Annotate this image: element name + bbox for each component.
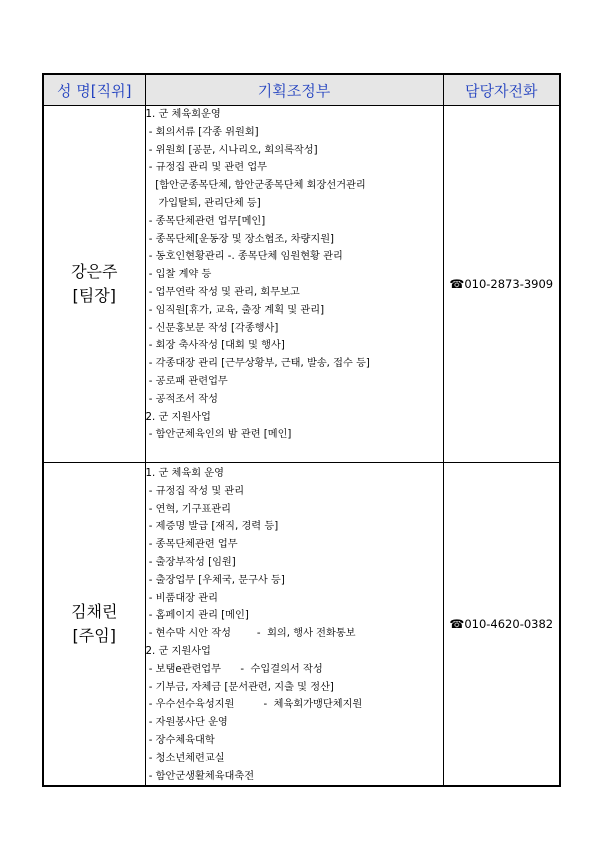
duties-cell [145, 463, 443, 787]
table-header [43, 74, 560, 106]
person-name: 강은주 [71, 262, 118, 281]
duty-line: - 종목단체관련 업무[메인] [145, 215, 266, 227]
duty-line: - 신문홍보문 작성 [각종행사] [145, 322, 279, 334]
duty-line: 1. 군 체육회 운영 [145, 468, 224, 479]
header-name-position: 성 명[직위] [43, 74, 145, 106]
phone-number: 010-4620-0382 [464, 617, 554, 632]
duty-line: - 장수체육대학 [145, 734, 215, 746]
telephone-icon: ☎ [449, 617, 465, 632]
duty-line: - 함안군생활체육대축전 [145, 770, 255, 782]
duty-line: - 각종대장 관리 [근무상황부, 근태, 발송, 접수 등] [145, 358, 370, 370]
duty-line: - 청소년체련교실 [145, 752, 225, 764]
duty-line: - 회의서류 [각종 위원회] [145, 126, 259, 138]
person-position: [팀장] [72, 286, 116, 305]
duty-line: - 출장업무 [우체국, 문구사 등] [145, 574, 285, 586]
duty-line: - 규정집 관리 및 관련 업무 [145, 162, 268, 174]
header-department: 기획조정부 [145, 74, 443, 106]
duty-line: - 공로패 관련업무 [145, 375, 228, 387]
duty-line: - 우수선수육성지원 - 체육회가맹단체지원 [145, 699, 363, 711]
header-phone: 담당자전화 [443, 74, 560, 106]
person-name: 김채린 [71, 602, 118, 622]
duty-line: - 동호인현황관리 -. 종목단체 임원현황 관리 [145, 251, 343, 263]
duty-line: - 현수막 시안 작성 - 회의, 행사 전화통보 [145, 628, 356, 640]
duty-line: - 홈페이지 관리 [메인] [145, 610, 249, 622]
duty-line: - 공적조서 작성 [145, 393, 218, 405]
person-cell [43, 463, 145, 787]
duty-table [42, 73, 561, 787]
duty-line: - 연혁, 기구표관리 [145, 503, 232, 515]
phone-cell [443, 106, 560, 463]
duty-line: - 보탬e관련업무 - 수입결의서 작성 [145, 663, 323, 675]
duty-line: 2. 군 지원사업 [145, 645, 211, 657]
duty-line: - 위원회 [공문, 시나리오, 회의록작성] [145, 144, 318, 156]
table-row [43, 463, 560, 787]
duty-line: - 종목단체[운동장 및 장소협조, 차량지원] [145, 233, 335, 245]
duty-line: - 기부금, 자체금 [문서관련, 지출 및 정산] [145, 681, 334, 693]
phone-number: 010-2873-3909 [464, 277, 554, 291]
telephone-icon: ☎ [449, 277, 465, 291]
duty-line: 2. 군 지원사업 [145, 411, 211, 423]
table-row [43, 106, 560, 463]
duty-line: 1. 군 체육회운영 [145, 109, 221, 120]
duty-line: - 종목단체관련 업무 [145, 539, 238, 551]
duty-line: - 업무연락 작성 및 관리, 회무보고 [145, 286, 300, 298]
duty-line: - 함안군체육인의 밤 관련 [메인] [145, 429, 292, 441]
duties-cell [145, 106, 443, 463]
person-cell [43, 106, 145, 463]
duty-line: [함안군종목단체, 함안군종목단체 회장선거관리 [145, 180, 366, 192]
phone-cell [443, 463, 560, 787]
duty-line: 가입탈퇴, 관리단체 등] [145, 197, 261, 209]
duty-line: - 임직원[휴가, 교육, 출장 계획 및 관리] [145, 304, 325, 316]
duty-line: - 규정집 작성 및 관리 [145, 485, 245, 497]
duty-line: - 제증명 발급 [재직, 경력 등] [145, 521, 279, 533]
duty-line: - 입찰 계약 등 [145, 269, 212, 281]
duty-line: - 자원봉사단 운영 [145, 717, 228, 729]
duty-line: - 비품대장 관리 [145, 592, 218, 604]
duty-line: - 회장 축사작성 [대회 및 행사] [145, 340, 285, 352]
person-position: [주임] [72, 626, 116, 646]
duty-line: - 출장부작성 [임원] [145, 556, 236, 568]
